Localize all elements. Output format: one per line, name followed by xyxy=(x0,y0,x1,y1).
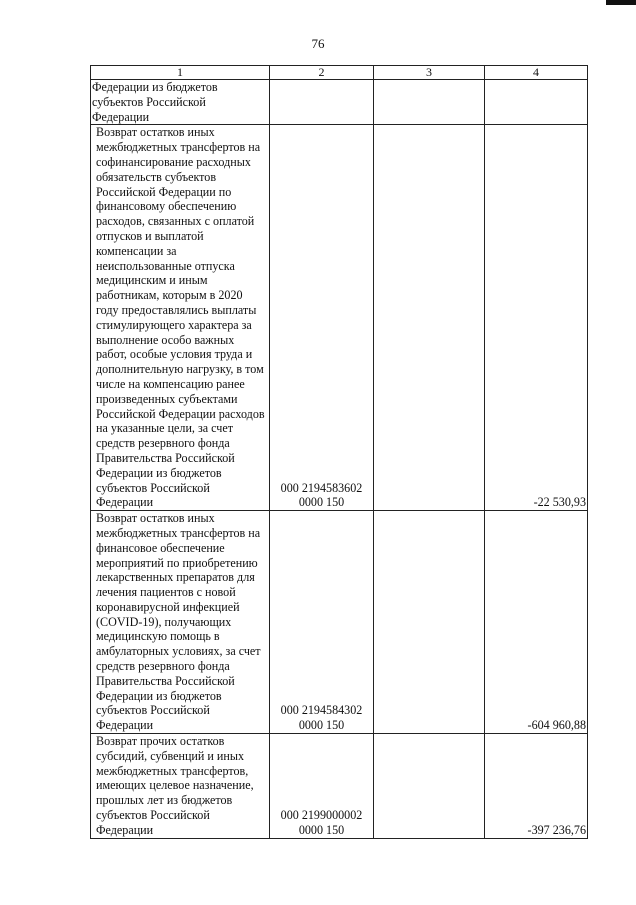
budget-table xyxy=(90,65,588,839)
column-header-3: 3 xyxy=(374,66,485,80)
row-name-cell xyxy=(91,511,270,734)
row-code-cell: 000 2194583602 0000 150 xyxy=(270,125,374,511)
row-col3-cell xyxy=(374,80,485,125)
row-code-cell: 000 2199000002 0000 150 xyxy=(270,734,374,839)
row-name-text: Возврат прочих остатков субсидий, субвенций и иных межбюджетных трансфертов, имеющих целевое назначение, прошлых лет из бюджетов субъектов Российской Федерации xyxy=(96,734,254,837)
corner-scan-mark xyxy=(606,0,636,5)
row-name-cell: Федерации из бюджетов субъектов Российской Федерации xyxy=(91,80,270,125)
table-row xyxy=(91,125,588,511)
page-number: 76 xyxy=(311,36,325,51)
row-name-text: Возврат остатков иных межбюджетных трансфертов на финансовое обеспечение мероприятий по приобретению лекарственных препаратов для лечения пациентов с новой коронавирусной инфекцией (COVID-19), получающих медицинскую помощь в амбулаторных условиях, за счет средств резервного фонда Правительства Российской Федерации из бюджетов субъектов Российской Федерации xyxy=(96,511,261,733)
row-code-cell xyxy=(270,80,374,125)
column-header-2: 2 xyxy=(270,66,374,80)
row-col3-cell xyxy=(374,125,485,511)
row-col3-cell xyxy=(374,511,485,734)
row-amount-cell xyxy=(485,80,588,125)
row-name-text: Возврат остатков иных межбюджетных трансфертов на софинансирование расходных обязательств субъектов Российской Федерации по финансовому обеспечению расходов, связанных с оплатой отпусков и выплатой компенсации за неиспользованные отпуска медицинским и иным работникам, которым в 2020 году предоставлялись выплаты стимулирующего характера за выполнение особо важных работ, особые условия труда и дополнительную нагрузку, в том числе на компенсацию ранее произведенных субъектами Российской Федерации расходов на указанные цели, за счет средств резервного фонда Правительства Российской Федерации из бюджетов субъектов Российской Федерации xyxy=(96,125,265,510)
row-amount-cell: -397 236,76 xyxy=(485,734,588,839)
table-row xyxy=(91,734,588,839)
table-header-row xyxy=(91,66,588,80)
table-row xyxy=(91,80,588,125)
column-header-1: 1 xyxy=(91,66,270,80)
row-amount-cell: -604 960,88 xyxy=(485,511,588,734)
row-name-cell xyxy=(91,734,270,839)
row-code-cell: 000 2194584302 0000 150 xyxy=(270,511,374,734)
row-name-cell xyxy=(91,125,270,511)
column-header-4: 4 xyxy=(485,66,588,80)
row-col3-cell xyxy=(374,734,485,839)
row-amount-cell: -22 530,93 xyxy=(485,125,588,511)
table-row xyxy=(91,511,588,734)
